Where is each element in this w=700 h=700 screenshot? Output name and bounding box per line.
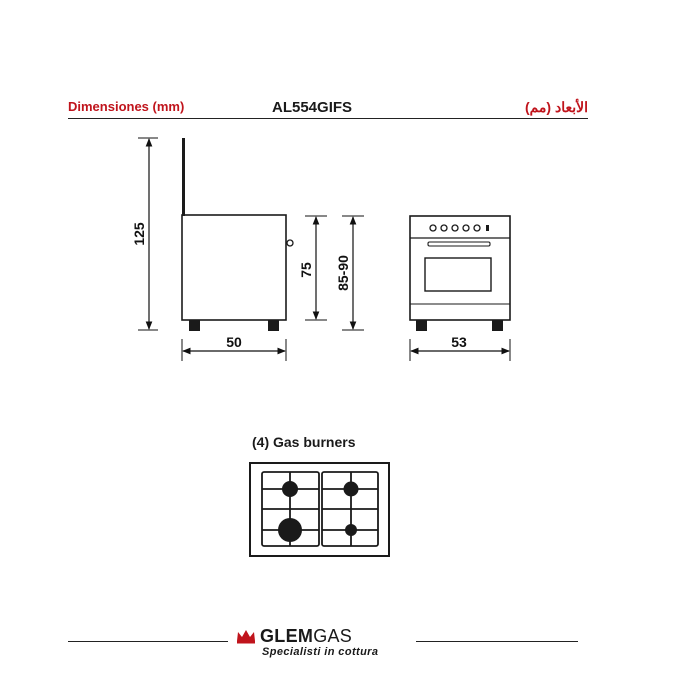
knob-icon bbox=[463, 225, 469, 231]
brand-name-second: GAS bbox=[313, 626, 353, 646]
dim-width bbox=[410, 334, 510, 361]
worktop-height-value: 75 bbox=[298, 262, 314, 278]
oven-window bbox=[425, 258, 491, 291]
brand-tagline: Specialisti in cottura bbox=[262, 646, 379, 658]
side-view bbox=[182, 138, 293, 331]
front-foot-right bbox=[492, 320, 503, 331]
depth-value: 50 bbox=[226, 334, 242, 350]
brand-logo bbox=[236, 626, 352, 647]
brand-name-first: GLEM bbox=[260, 626, 314, 646]
adjustable-height-value: 85-90 bbox=[335, 255, 351, 291]
burner-small-icon bbox=[345, 524, 357, 536]
front-view bbox=[410, 216, 510, 331]
dimensions-label-spanish: Dimensiones (mm) bbox=[68, 99, 185, 114]
side-foot-left bbox=[189, 320, 200, 331]
front-foot-left bbox=[416, 320, 427, 331]
width-value: 53 bbox=[451, 334, 467, 350]
dim-adjustable-height bbox=[335, 216, 364, 330]
burner-medium-icon bbox=[344, 482, 359, 497]
knob-icon bbox=[430, 225, 436, 231]
side-knob bbox=[287, 240, 293, 246]
knob-icon bbox=[452, 225, 458, 231]
burner-count-title: (4) Gas burners bbox=[252, 434, 356, 450]
model-number: AL554GIFS bbox=[272, 99, 353, 116]
knob-icon bbox=[441, 225, 447, 231]
footer-divider-left bbox=[68, 641, 228, 642]
side-foot-right bbox=[268, 320, 279, 331]
knob-icon bbox=[474, 225, 480, 231]
hob-diagram bbox=[250, 463, 389, 556]
oven-door-handle bbox=[428, 242, 490, 246]
crown-icon bbox=[236, 628, 256, 644]
dim-depth bbox=[182, 334, 286, 361]
dim-worktop-height bbox=[298, 216, 327, 320]
backguard-panel bbox=[182, 138, 185, 216]
dim-total-height bbox=[131, 138, 158, 330]
dimensions-label-arabic: الأبعاد (مم) bbox=[524, 99, 588, 115]
footer-divider-right bbox=[416, 641, 578, 642]
burner-medium-icon bbox=[282, 481, 298, 497]
side-body bbox=[182, 215, 286, 320]
ignition-button-icon bbox=[486, 225, 489, 231]
total-height-value: 125 bbox=[131, 222, 147, 246]
control-knobs bbox=[430, 225, 489, 231]
burner-large-icon bbox=[278, 518, 302, 542]
